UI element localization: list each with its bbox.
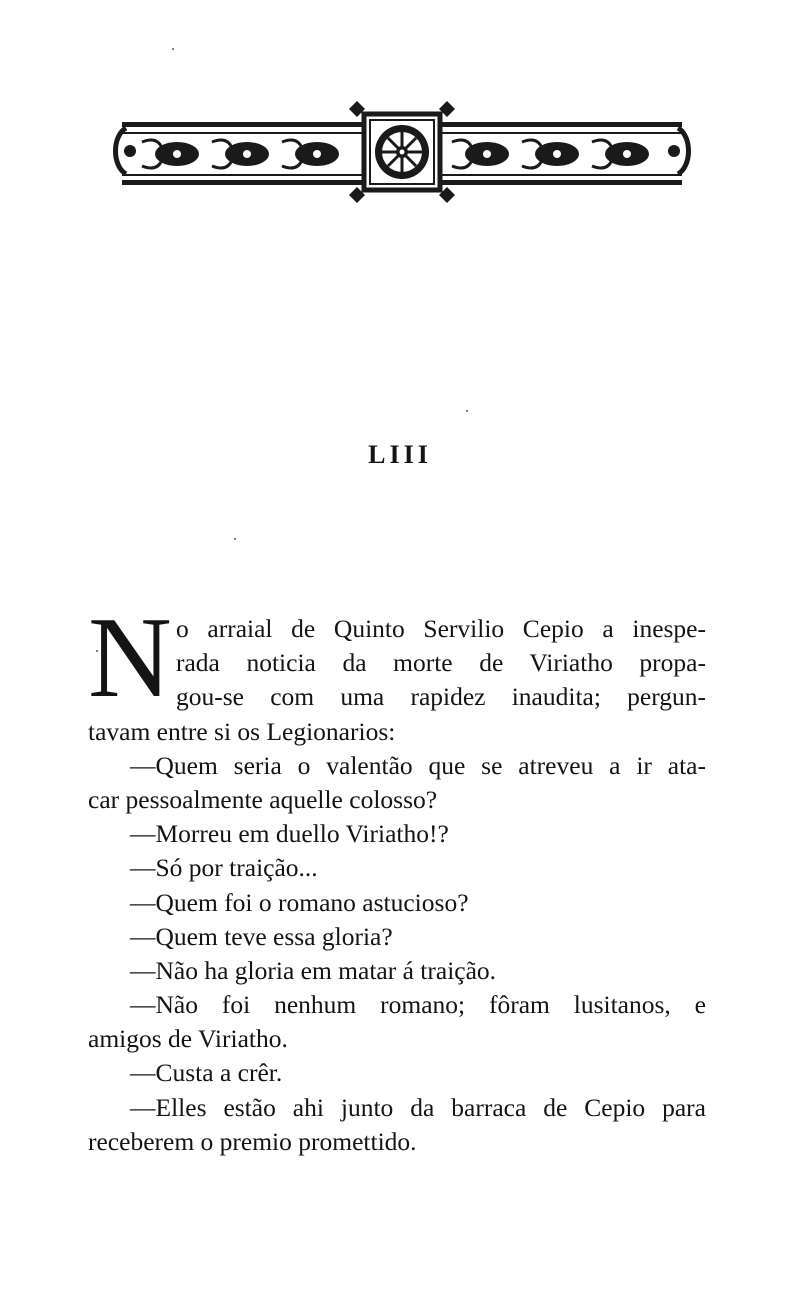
dialogue-line (88, 1056, 706, 1090)
text-line: —Não ha gloria em matar á traição. (130, 955, 497, 985)
dialogue-line (88, 920, 706, 954)
text-line: —Elles estão ahi junto da barraca de Cepio para (130, 1092, 706, 1122)
text-line: car pessoalmente aquelle colosso? (88, 784, 438, 814)
chapter-number: LIII (368, 440, 432, 469)
dialogue-line (88, 1091, 706, 1159)
text-line: amigos de Viriatho. (88, 1024, 288, 1054)
text-line: tavam entre si os Legionarios: (88, 716, 396, 746)
dialogue-line (88, 886, 706, 920)
dialogue-line (88, 749, 706, 817)
text-line: —Morreu em duello Viriatho!? (130, 819, 449, 849)
headpiece-ornament (112, 96, 692, 206)
text-line: —Quem seria o valentão que se atreveu a ir ata- (130, 750, 706, 780)
dialogue-line (88, 817, 706, 851)
text-line: —Custa a crêr. (130, 1058, 283, 1088)
text-line: receberem o premio promettido. (88, 1126, 417, 1156)
dialogue-line (88, 851, 706, 885)
text-line: —Quem foi o romano astucioso? (130, 887, 469, 917)
dialogue-line (88, 954, 706, 988)
drop-cap: N (88, 594, 172, 722)
text-line: —Só por traição... (130, 853, 318, 883)
body-text (88, 612, 706, 1159)
print-speck (466, 410, 468, 412)
text-line: —Quem teve essa gloria? (130, 921, 393, 951)
text-line: o arraial de Quinto Servilio Cepio a inespe- (176, 614, 706, 643)
print-speck (234, 538, 236, 540)
text-line: rada noticia da morte de Viriatho propa- (176, 648, 706, 678)
text-line: —Não foi nenhum romano; fôram lusitanos, e (130, 990, 706, 1020)
dialogue-line (88, 988, 706, 1056)
text-line: gou-se com uma rapidez inaudita; pergun- (176, 682, 706, 712)
opening-paragraph (88, 612, 706, 749)
print-speck (172, 48, 174, 50)
